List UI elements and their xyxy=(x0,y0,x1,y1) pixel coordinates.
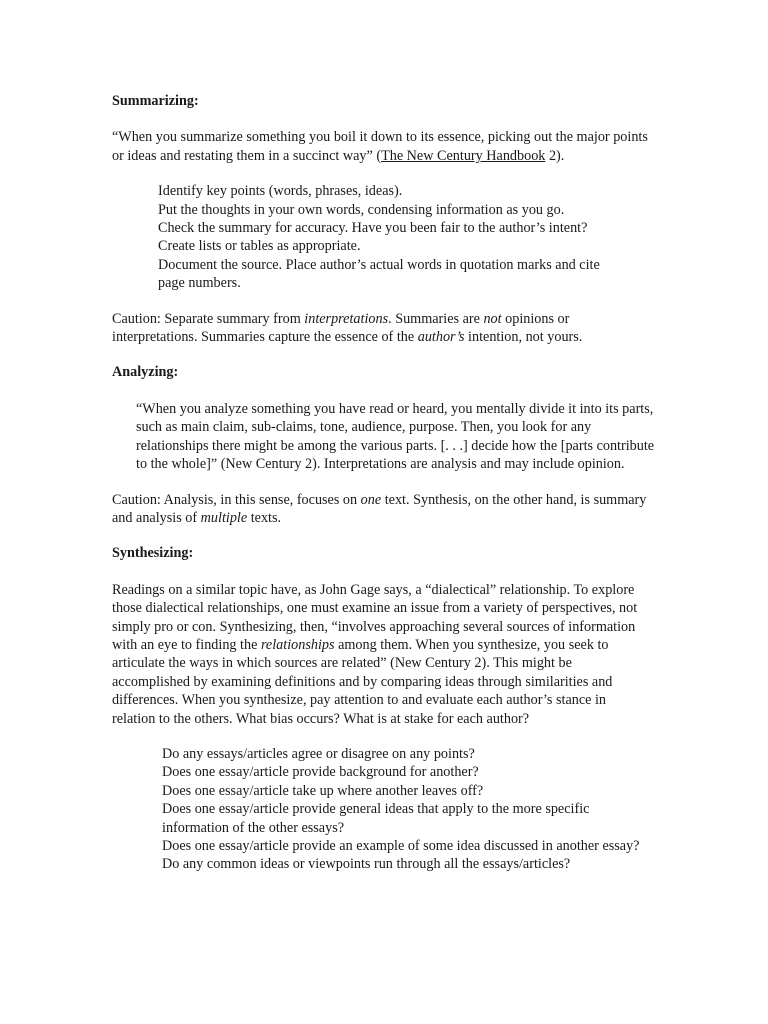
caution-emphasis: multiple xyxy=(200,509,248,526)
summarizing-step: Put the thoughts in your own words, condensing information as you go. xyxy=(158,201,565,218)
synthesizing-questions-list xyxy=(162,745,642,874)
summarizing-steps-list xyxy=(158,182,618,292)
synthesizing-body xyxy=(112,581,652,728)
summarizing-step: Create lists or tables as appropriate. xyxy=(158,238,361,255)
synthesizing-question: Does one essay/article provide general ideas that apply to the more specific information of the other essays? xyxy=(162,801,590,836)
synthesizing-question: Do any common ideas or viewpoints run through all the essays/articles? xyxy=(162,856,571,873)
synthesizing-text: Readings on a similar topic have, as John Gage says, a “dialectical” relationship. To explore those dialectical relationships, one must examine an issue from a variety of perspectives, not simply pro or con. Synthesizing, then, “involves approaching several sources of information with an eye to finding the xyxy=(112,581,638,653)
summarizing-step: Document the source. Place author’s actual words in quotation marks and cite page numbers. xyxy=(158,256,600,292)
synthesizing-question: Does one essay/article take up where another leaves off? xyxy=(162,782,484,799)
summarizing-quote-cite: 2). xyxy=(545,147,565,164)
analyzing-quote: “When you analyze something you have read or heard, you mentally divide it into its parts, such as main claim, sub-claims, tone, audience, purpose. Then, you look for any relationships there might be among the various parts. [. . .] decide how the [parts contribute to the whole]” (New Century 2). Interpretations are analysis and may include opinion. xyxy=(136,400,655,473)
handbook-title: The New Century Handbook xyxy=(381,147,546,164)
caution-text: opinions or interpretations. Summaries capture the essence of the xyxy=(112,310,570,346)
caution-text: . Summaries are xyxy=(388,310,484,327)
summarizing-caution xyxy=(112,310,652,347)
caution-text: Caution: Analysis, in this sense, focuses on xyxy=(112,491,361,508)
caution-text: text. Synthesis, on the other hand, is summary and analysis of xyxy=(112,491,647,526)
summarizing-step: Identify key points (words, phrases, ideas). xyxy=(158,183,403,200)
caution-emphasis: interpretations xyxy=(304,310,389,327)
summarizing-heading: Summarizing: xyxy=(112,93,199,109)
synthesizing-question: Does one essay/article provide an example of some idea discussed in another essay? xyxy=(162,838,640,854)
synthesizing-question: Does one essay/article provide background for another? xyxy=(162,764,479,781)
caution-text: Caution: Separate summary from xyxy=(112,310,305,327)
caution-emphasis: author’s xyxy=(417,329,465,346)
caution-emphasis: one xyxy=(360,491,382,508)
caution-text: texts. xyxy=(247,509,282,526)
summarizing-step: Check the summary for accuracy. Have you been fair to the author’s intent? xyxy=(158,220,588,237)
analyzing-caution xyxy=(112,491,652,528)
synthesizing-emphasis: relationships xyxy=(260,636,335,653)
document-page xyxy=(112,92,655,874)
summarizing-quote xyxy=(112,128,652,165)
synthesizing-heading: Synthesizing: xyxy=(112,545,194,562)
caution-text: intention, not yours. xyxy=(464,329,583,346)
synthesizing-question: Do any essays/articles agree or disagree on any points? xyxy=(162,745,475,762)
summarizing-quote-text: “When you summarize something you boil it down to its essence, picking out the major points or ideas and restating them in a succinct way” ( xyxy=(112,129,648,164)
caution-emphasis: not xyxy=(483,310,502,327)
synthesizing-text: among them. When you synthesize, you seek to articulate the ways in which sources are related” (New Century 2). This might be accomplished by examining definitions and by comparing ideas through similarities and differences. When you synthesize, pay attention to and evaluate each author’s stance in relation to the others. What bias occurs? What is at stake for each author? xyxy=(112,636,613,727)
analyzing-heading: Analyzing: xyxy=(112,364,179,381)
